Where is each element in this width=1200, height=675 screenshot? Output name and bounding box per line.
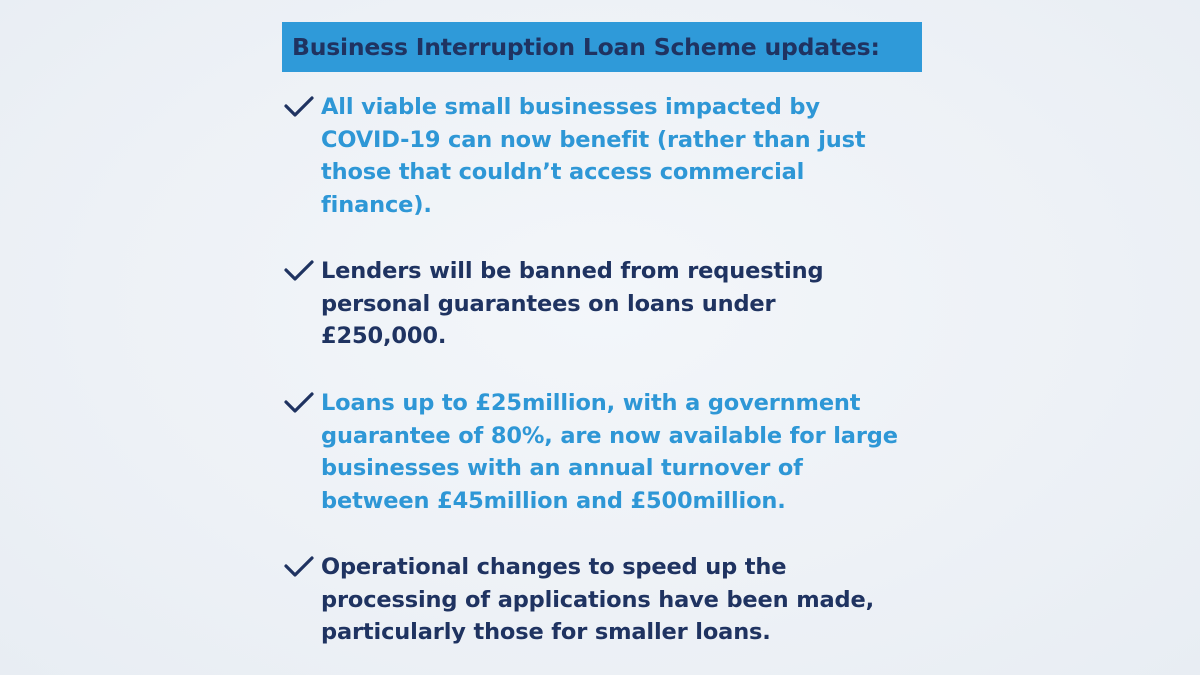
checkmark-icon xyxy=(283,391,315,415)
title-banner xyxy=(282,22,922,72)
checkmark-icon xyxy=(283,555,315,579)
page-title: Business Interruption Loan Scheme updates: xyxy=(292,33,880,61)
checkmark-icon xyxy=(283,95,315,119)
list-item-text: Operational changes to speed up the processing of applications have been made, particularly those for smaller loans. xyxy=(321,554,874,646)
checkmark-icon xyxy=(283,259,315,283)
list-item-text: Lenders will be banned from requesting personal guarantees on loans under £250,000. xyxy=(321,258,824,350)
list-item-text: Loans up to £25million, with a government guarantee of 80%, are now available for large businesses with an annual turnover of between £45million and £500million. xyxy=(321,390,898,515)
list-item-text: All viable small businesses impacted by COVID-19 can now benefit (rather than just those that couldn’t access commercial finance). xyxy=(321,94,866,219)
